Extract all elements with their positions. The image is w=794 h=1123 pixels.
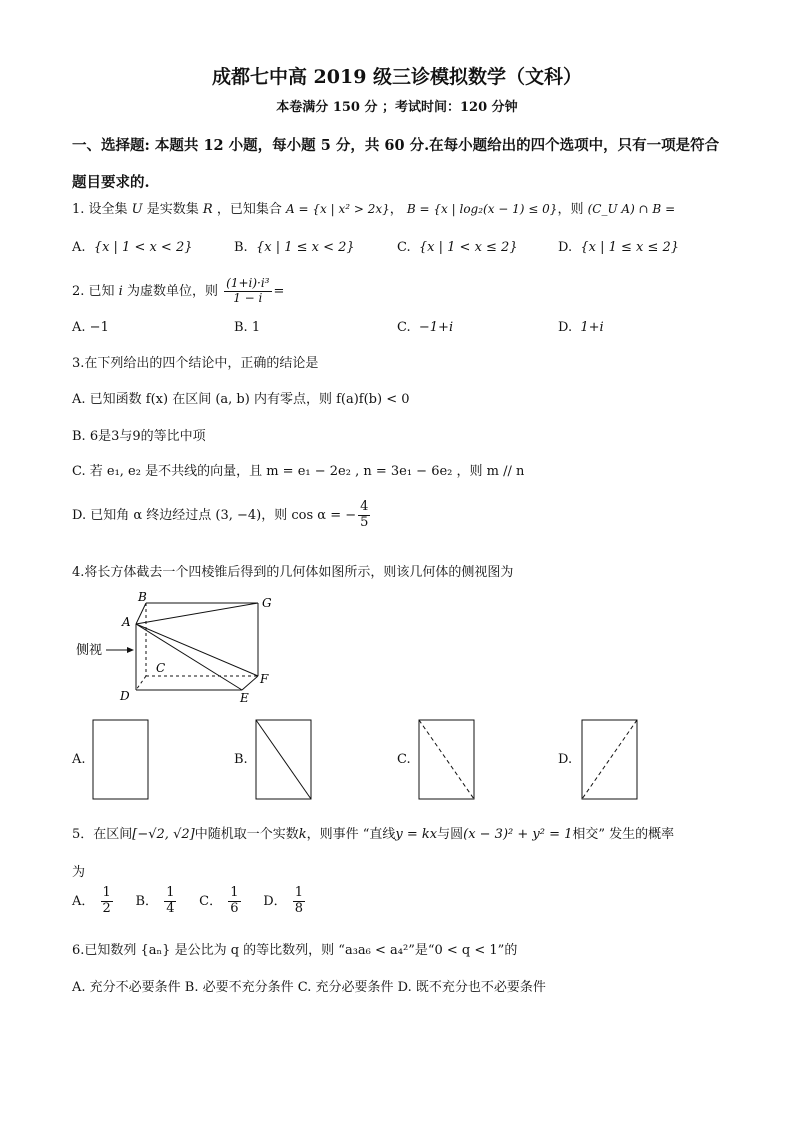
q1-option-d: D. {x | 1 ≤ x ≤ 2} bbox=[558, 240, 680, 255]
q3-d-fraction: $\frac{4}{5}$ bbox=[360, 499, 369, 530]
question-4: 4.将长方体截去一个四棱锥后得到的几何体如图所示，则该几何体的侧视图为 bbox=[72, 565, 514, 580]
q5-option-d: D． $\frac{1}{8}$ bbox=[263, 885, 304, 916]
q2-option-d: D. 1+i bbox=[558, 320, 604, 335]
q5-options bbox=[72, 886, 307, 917]
q2-denominator: 1 − i bbox=[233, 290, 263, 305]
q6-options: A. 充分不必要条件 B. 必要不充分条件 C. 充分必要条件 D. 既不充分也不必要条件 bbox=[72, 980, 546, 995]
solid-figure bbox=[72, 590, 282, 705]
q2-option-a: A. −1 bbox=[72, 320, 109, 335]
q1-prefix: 1. 设全集 bbox=[72, 202, 128, 217]
set-u: U bbox=[127, 202, 147, 217]
q2-option-b: B. 1 bbox=[234, 320, 261, 335]
q5-interval: [−√2, √2] bbox=[132, 827, 195, 842]
q1-option-c: C. {x | 1 < x ≤ 2} bbox=[397, 240, 518, 255]
q5-option-b: B． $\frac{1}{4}$ bbox=[135, 885, 175, 916]
q5-option-a: A． $\frac{1}{2}$ bbox=[72, 885, 111, 916]
q3-option-b: B. 6是3与9的等比中项 bbox=[72, 429, 206, 444]
q1-text-3: ，已知集合 bbox=[216, 202, 282, 217]
q4-option-c-label: C. bbox=[397, 752, 411, 767]
set-a: A = {x | x² > 2x} bbox=[286, 202, 390, 216]
question-2 bbox=[72, 277, 284, 306]
q4-option-b-figure bbox=[255, 719, 313, 801]
q1-option-a: A. {x | 1 < x < 2} bbox=[72, 240, 193, 255]
q2-fraction bbox=[224, 277, 271, 306]
q4-option-a-label: A. bbox=[72, 752, 86, 767]
q5-line: y = kx bbox=[395, 827, 438, 842]
imag-unit: i bbox=[114, 283, 127, 299]
q5-line-2: 为 bbox=[72, 865, 86, 880]
vertex-d: D bbox=[120, 689, 130, 703]
q3-option-d: D. 已知角 α 终边经过点 (3, −4)，则 cos α = − $\frac{4}{5}$ bbox=[72, 499, 369, 530]
q1-option-b: B. {x | 1 ≤ x < 2} bbox=[234, 240, 355, 255]
question-1 bbox=[72, 198, 675, 217]
vertex-a: A bbox=[122, 615, 131, 629]
q4-option-d-label: D. bbox=[558, 752, 573, 767]
question-3: 3.在下列给出的四个结论中，正确的结论是 bbox=[72, 356, 319, 371]
q1-expression: (C_U A) ∩ B = bbox=[587, 202, 676, 216]
vertex-e: E bbox=[240, 691, 249, 705]
q2-numerator: (1+i)·i³ bbox=[226, 276, 270, 290]
section-heading: 一、选择题: 本题共 12 小题，每小题 5 分，共 60 分.在每小题给出的四个选项中，只有一项是符合题目要求的. bbox=[72, 137, 720, 191]
q2-option-c: C. −1+i bbox=[397, 320, 454, 335]
vertex-f: F bbox=[260, 672, 269, 686]
q2-text-2: 为虚数单位，则 bbox=[126, 283, 218, 299]
q3-option-c: C. 若 e₁, e₂ 是不共线的向量，且 m = e₁ − 2e₂ , n = 3e₁ − 6e₂ ，则 m // n bbox=[72, 464, 525, 479]
q2-equals: = bbox=[273, 283, 285, 299]
question-6: 6.已知数列 {aₙ} 是公比为 q 的等比数列，则 “a₃a₆ < a₄²”是“0 < q < 1”的 bbox=[72, 943, 518, 958]
q4-option-c-figure bbox=[418, 719, 476, 801]
q1-text-4: ， bbox=[389, 202, 403, 217]
page-title: 成都七中高 2019 级三诊模拟数学（文科） bbox=[211, 66, 583, 88]
q3-option-a: A. 已知函数 f(x) 在区间 (a, b) 内有零点，则 f(a)f(b) < 0 bbox=[72, 392, 410, 407]
set-r: R bbox=[198, 202, 217, 217]
side-view-label: 侧视 bbox=[76, 643, 103, 658]
q1-text-2: 是实数集 bbox=[146, 202, 199, 217]
page-subtitle: 本卷满分 150 分 ；考试时间：120 分钟 bbox=[276, 100, 518, 115]
q4-option-d-figure bbox=[581, 719, 639, 801]
set-b: B = {x | log₂(x − 1) ≤ 0} bbox=[406, 202, 558, 216]
q2-prefix: 2. 已知 bbox=[72, 283, 115, 299]
q1-text-5: ，则 bbox=[557, 202, 584, 217]
q4-option-b-label: B. bbox=[234, 752, 248, 767]
q4-option-a-figure bbox=[92, 719, 150, 801]
vertex-b: B bbox=[138, 590, 147, 604]
vertex-g: G bbox=[262, 596, 272, 610]
question-5: 5．在区间[−√2, √2]中随机取一个实数k，则事件 “直线y = kx与圆(x − 3)² + y² = 1相交” 发生的概率 bbox=[72, 827, 675, 842]
q5-option-c: C． $\frac{1}{6}$ bbox=[199, 885, 239, 916]
q5-circle: (x − 3)² + y² = 1 bbox=[463, 827, 573, 842]
vertex-c: C bbox=[156, 661, 166, 675]
